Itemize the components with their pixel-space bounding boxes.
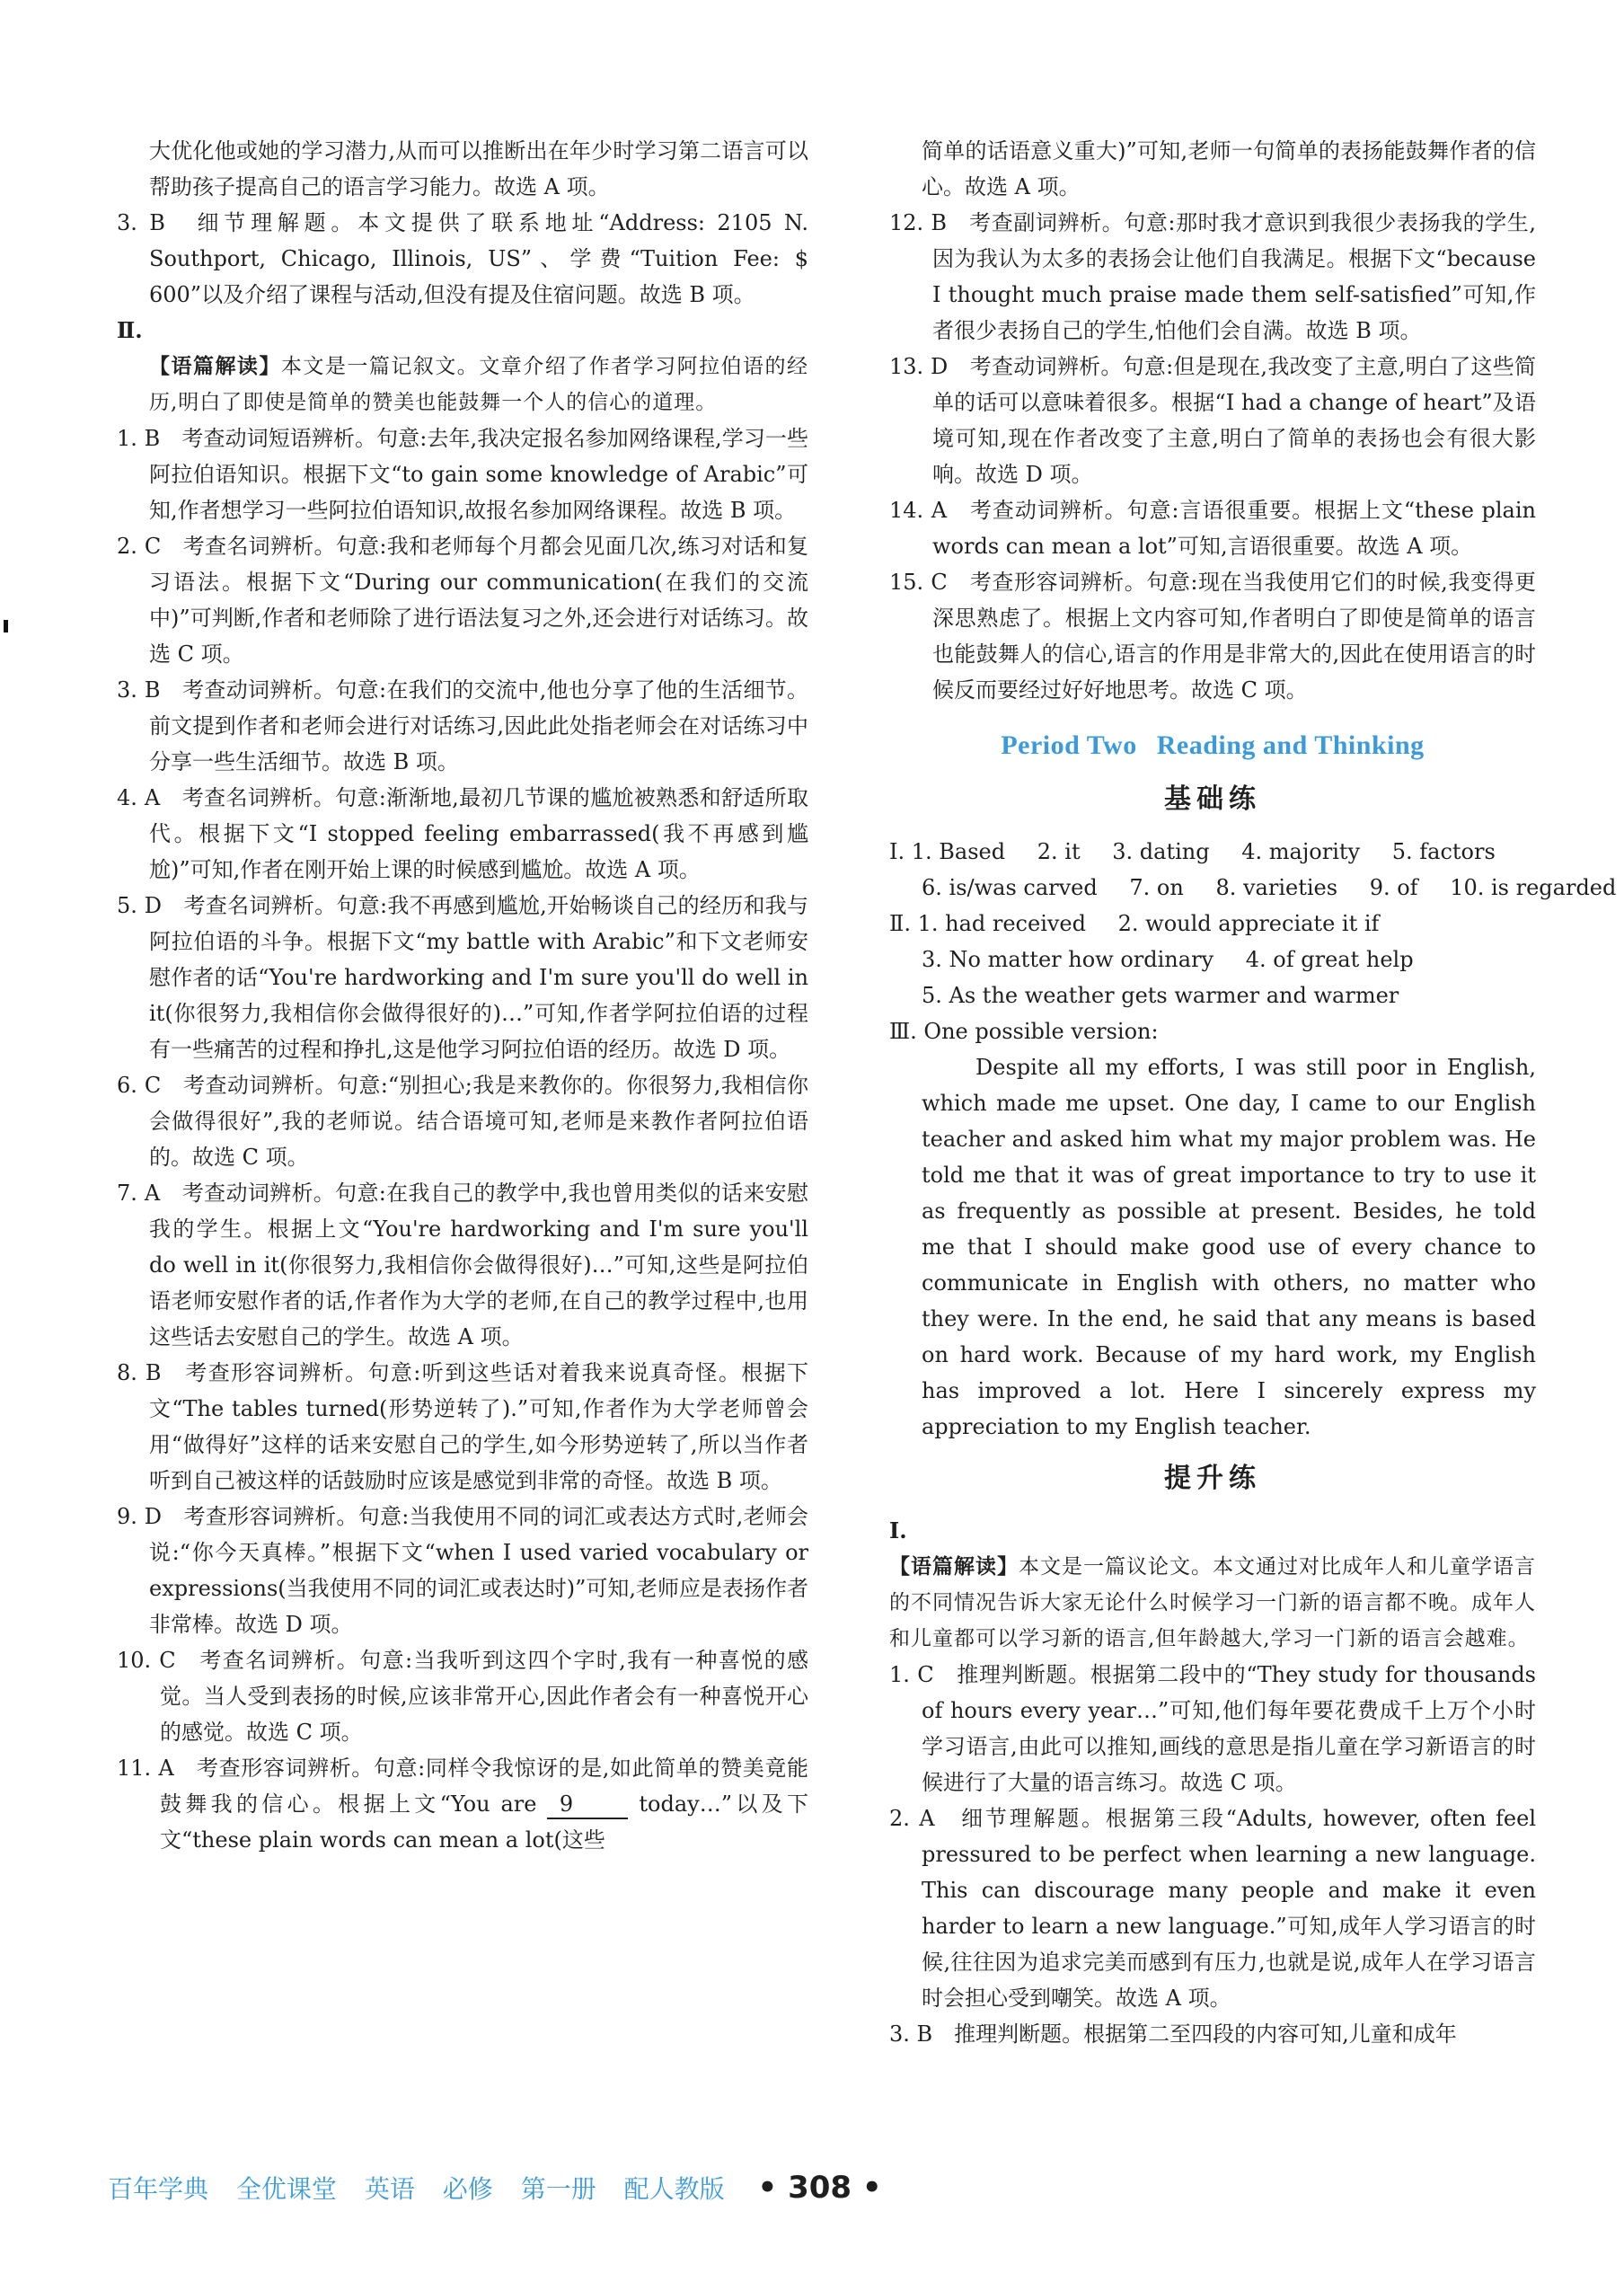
answer-item-11	[117, 1750, 808, 1858]
item-11-continuation: 简单的话语意义重大)”可知,老师一句简单的表扬能鼓舞作者的信心。故选 A 项。	[922, 138, 1536, 199]
answer-item: 2. C 考查名词辨析。句意:我和老师每个月都会见面几次,练习对话和复习语法。根据下文“During our communication(在我们的交流中)”可判断,作者和老师除了进行语法复习之外,还会进行对话练习。故选 C 项。	[117, 534, 808, 667]
answer-item: 5. D 考查名词辨析。句意:我不再感到尴尬,开始畅谈自己的经历和我与阿拉伯语的斗争。根据下文“my battle with Arabic”和下文老师安慰作者的话“You're hardworking and I'm sure you'll do well in it(你很努力,我相信你会做得很好的)…”可知,作者学阿拉伯语的过程有一些痛苦的过程和挣扎,这是他学习阿拉伯语的经历。故选 D 项。	[117, 893, 808, 1062]
possible-version-label: One possible version:	[923, 1019, 1159, 1044]
column-divider	[840, 133, 841, 2136]
basic-I-row-2	[889, 870, 1617, 906]
answer: 2. it	[1037, 839, 1081, 864]
basic-III-row	[889, 1013, 1536, 1049]
margin-mark	[4, 620, 8, 632]
summary-text: 本文是一篇议论文。本文通过对比成年人和儿童学语言的不同情况告诉大家无论什么时候学习一门新的语言都不晚。成年人和儿童都可以学习新的语言,但年龄越大,学习一门新的语言会越难。	[889, 1555, 1536, 1650]
footer-series: 百年学典	[108, 2174, 209, 2204]
basic-II-label: Ⅱ.	[889, 911, 911, 936]
summary-text: 本文是一篇记叙文。文章介绍了作者学习阿拉伯语的经历,明白了即使是简单的赞美也能鼓舞一个人的信心的道理。	[149, 355, 809, 414]
answer: 3. dating	[1112, 839, 1210, 864]
basic-II-row-3	[889, 977, 1536, 1013]
advanced-practice-title: 提升练	[1164, 1463, 1261, 1494]
sample-essay: Despite all my efforts, I was still poor in English, which made me upset. One day, I came to our English teacher and asked him what my major problem was. He told me that it was of great importance to try to use it as frequently as possible at present. Besides, he told me that I should make good use of every chance to communicate in English with others, no matter who they were. In the end, he said that any means is based on hard work. Because of my hard work, my English has improved a lot. Here I sincerely express my appreciation to my English teacher.	[922, 1055, 1536, 1439]
summary-tag: 【语篇解读】	[149, 355, 281, 378]
page-number: • 308 •	[757, 2170, 882, 2206]
answer: 3. No matter how ordinary	[922, 947, 1214, 972]
blank-number: 9	[547, 1791, 628, 1819]
answer: 5. As the weather gets warmer and warmer	[922, 983, 1399, 1008]
footer-subject: 英语	[364, 2174, 415, 2204]
answer-item: 2. A 细节理解题。根据第三段“Adults, however, often feel pressured to be perfect when learning a new language. This can discourage many people and make it even harder to learn a new language.”可知,成年人学习语言的时候,往往因为追求完美而感到有压力,也就是说,成年人在学习语言时会担心受到嘲笑。故选 A 项。	[889, 1806, 1536, 2011]
footer-edition: 配人教版	[623, 2174, 725, 2204]
section-II-label: Ⅱ.	[117, 317, 143, 343]
answer: 8. varieties	[1215, 875, 1338, 900]
item-11-text-a: 11. A 考查形容词辨析。句意:同样令我惊讶的是,如此简单的赞美竟能鼓舞我的信心。根据上文“You are	[117, 1756, 808, 1817]
answer-item: 8. B 考查形容词辨析。句意:听到这些话对着我来说真奇怪。根据下文“The tables turned(形势逆转了).”可知,作者作为大学老师曾会用“做得好”这样的话来安慰自己的学生,如今形势逆转了,所以当作者听到自己被这样的话鼓励时应该是感觉到非常的奇怪。故选 B 项。	[117, 1360, 808, 1493]
basic-III-label: Ⅲ.	[889, 1019, 917, 1044]
answer: 1. had received	[917, 911, 1086, 936]
basic-II-row-1	[889, 906, 1536, 942]
answer-item: 12. B 考查副词辨析。句意:那时我才意识到我很少表扬我的学生,因为我认为太多的表扬会让他们自我满足。根据下文“because I thought much praise made them self-satisfied”可知,作者很少表扬自己的学生,怕他们会自满。故选 B 项。	[889, 210, 1536, 343]
passage-summary	[117, 349, 808, 420]
footer-course: 必修	[442, 2174, 493, 2204]
period-label: Period Two	[1001, 730, 1137, 760]
answer: 4. of great help	[1245, 947, 1414, 972]
footer-volume: 第一册	[520, 2174, 596, 2204]
item-11-text-b: today…”以及下文“these plain words can mean a lot(这些	[160, 1791, 808, 1853]
answer-item: 1. B 考查动词短语辨析。句意:去年,我决定报名参加网络课程,学习一些阿拉伯语知识。根据下文“to gain some knowledge of Arabic”可知,作者想学习一些阿拉伯语知识,故报名参加网络课程。故选 B 项。	[117, 426, 808, 523]
answer: 4. majority	[1241, 839, 1361, 864]
period-heading	[889, 728, 1536, 764]
answer-item: 3. B 推理判断题。根据第二至四段的内容可知,儿童和成年	[889, 2021, 1457, 2047]
basic-practice-title: 基础练	[1164, 783, 1261, 815]
answer-item: 15. C 考查形容词辨析。句意:现在当我使用它们的时候,我变得更深思熟虑了。根据上文内容可知,作者明白了即使是简单的语言也能鼓舞人的信心,语言的作用是非常大的,因此在使用语言的时候反而要经过好好地思考。故选 C 项。	[889, 570, 1536, 703]
answer: 7. on	[1129, 875, 1184, 900]
footer-subseries: 全优课堂	[235, 2174, 337, 2204]
advanced-passage-summary	[889, 1549, 1536, 1657]
answer-item: 3. B 考查动词辨析。句意:在我们的交流中,他也分享了他的生活细节。前文提到作者和老师会进行对话练习,因此此处指老师会在对话练习中分享一些生活细节。故选 B 项。	[117, 677, 808, 774]
basic-I-label: Ⅰ.	[889, 839, 905, 864]
answer: 10. is regarded	[1450, 875, 1617, 900]
period-title: Reading and Thinking	[1156, 730, 1425, 760]
answer-item: 13. D 考查动词辨析。句意:但是现在,我改变了主意,明白了这些简单的话可以意味着很多。根据“I had a change of heart”及语境可知,现在作者改变了主意,明白了简单的表扬也会有很大影响。故选 D 项。	[889, 354, 1536, 487]
page-footer	[108, 2170, 902, 2206]
answer: 5. factors	[1391, 839, 1496, 864]
answer: 6. is/was carved	[922, 875, 1098, 900]
summary-tag: 【语篇解读】	[889, 1555, 1019, 1579]
answer-item: 14. A 考查动词辨析。句意:言语很重要。根据上文“these plain words can mean a lot”可知,言语很重要。故选 A 项。	[889, 498, 1536, 559]
basic-I-row-1	[889, 834, 1536, 870]
answer-item: 7. A 考查动词辨析。句意:在我自己的教学中,我也曾用类似的话来安慰我的学生。根据上文“You're hardworking and I'm sure you'll do well in it(你很努力,我相信你会做得很好)…”可知,这些是阿拉伯语老师安慰作者的话,作者作为大学的老师,在自己的教学过程中,也用这些话去安慰自己的学生。故选 A 项。	[117, 1181, 808, 1349]
answer-item: 4. A 考查名词辨析。句意:渐渐地,最初几节课的尴尬被熟悉和舒适所取代。根据下文“I stopped feeling embarrassed(我不再感到尴尬)”可知,作者在刚开始上课的时候感到尴尬。故选 A 项。	[117, 785, 808, 882]
advanced-I-label: Ⅰ.	[889, 1517, 907, 1544]
left-column	[117, 133, 808, 1858]
item-3-answer: 3. B 细节理解题。本文提供了联系地址“Address: 2105 N. Southport, Chicago, Illinois, US”、学费“Tuition Fee: $ 600”以及介绍了课程与活动,但没有提及住宿问题。故选 B 项。	[117, 210, 808, 307]
answer-item: 6. C 考查动词辨析。句意:“别担心;我是来教你的。你很努力,我相信你会做得很好”,我的老师说。结合语境可知,老师是来教作者阿拉伯语的。故选 C 项。	[117, 1073, 808, 1170]
answer: 9. of	[1369, 875, 1418, 900]
answer-item: 1. C 推理判断题。根据第二段中的“They study for thousands of hours every year…”可知,他们每年要花费成千上万个小时学习语言,由此可以推知,画线的意思是指儿童在学习新语言的时候进行了大量的语言练习。故选 C 项。	[889, 1662, 1536, 1795]
answer: 2. would appreciate it if	[1117, 911, 1380, 936]
right-column	[889, 133, 1617, 2052]
answer: 1. Based	[911, 839, 1006, 864]
basic-II-row-2	[889, 942, 1536, 977]
intro-continuation: 大优化他或她的学习潜力,从而可以推断出在年少时学习第二语言可以帮助孩子提高自己的语言学习能力。故选 A 项。	[149, 138, 808, 199]
answer-item: 10. C 考查名词辨析。句意:当我听到这四个字时,我有一种喜悦的感觉。当人受到表扬的时候,应该非常开心,因此作者会有一种喜悦开心的感觉。故选 C 项。	[117, 1648, 808, 1745]
answer-item: 9. D 考查形容词辨析。句意:当我使用不同的词汇或表达方式时,老师会说:“你今天真棒。”根据下文“when I used varied vocabulary or expressions(当我使用不同的词汇或表达时)”可知,老师应是表扬作者非常棒。故选 D 项。	[117, 1504, 808, 1637]
